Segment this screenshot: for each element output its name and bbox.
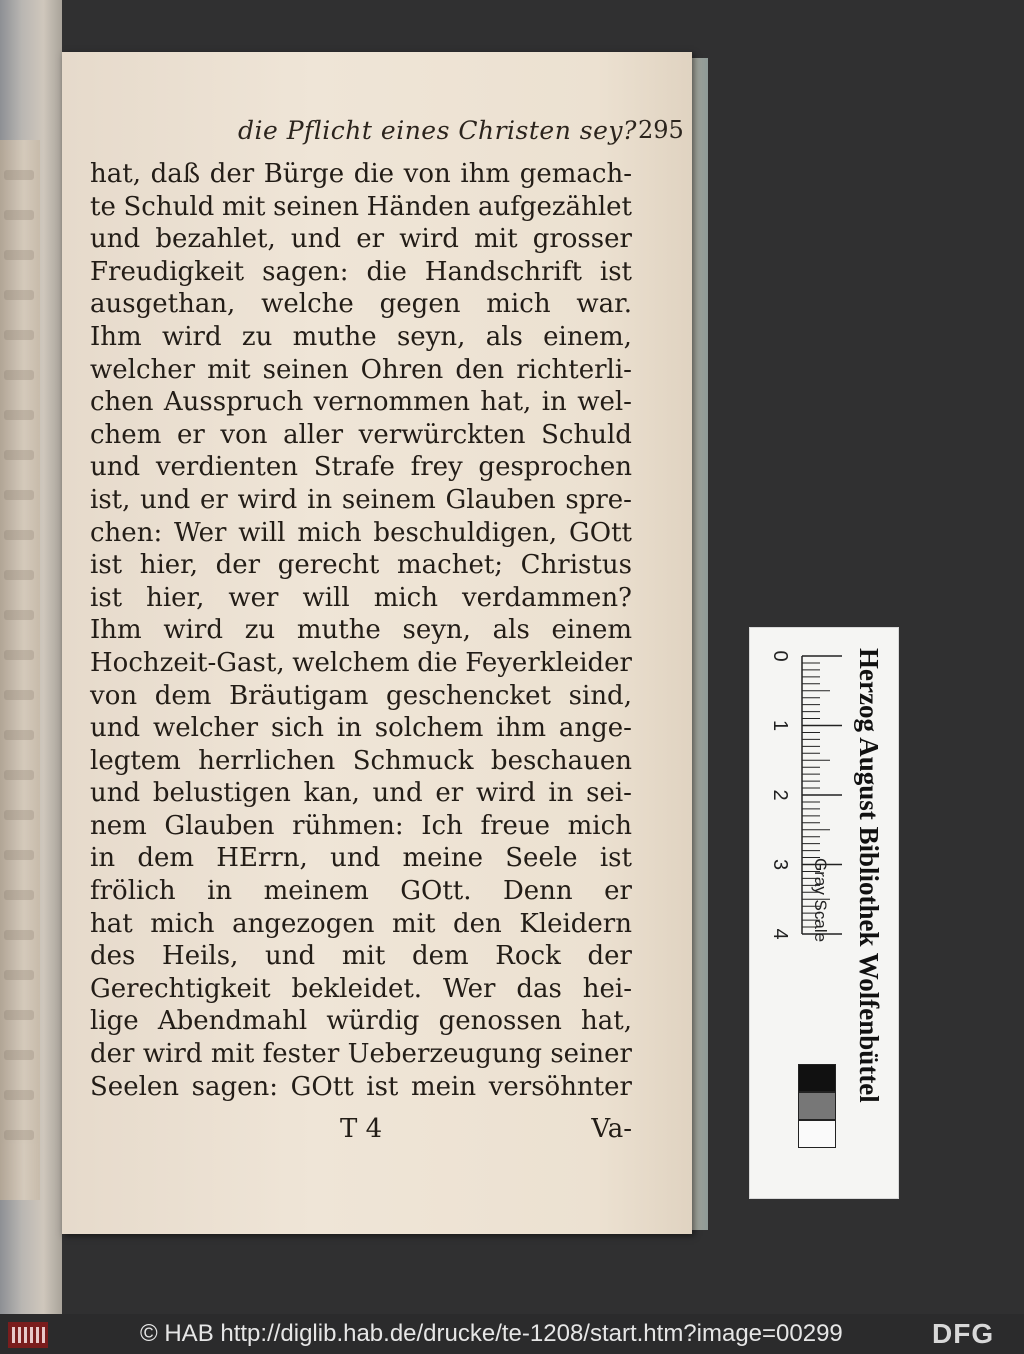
word: ihm bbox=[496, 713, 547, 744]
word: in bbox=[207, 876, 233, 907]
text-line bbox=[90, 484, 632, 517]
word: mit bbox=[207, 354, 251, 385]
word: sagen: bbox=[262, 256, 349, 287]
word: Schuld bbox=[541, 419, 632, 450]
text-line bbox=[90, 223, 632, 256]
word: muthe bbox=[296, 615, 381, 646]
text-line bbox=[90, 647, 632, 680]
text-line bbox=[90, 582, 632, 615]
word: das bbox=[516, 973, 562, 1004]
gray-patch-white bbox=[798, 1120, 836, 1148]
word: mit bbox=[210, 1039, 255, 1070]
signature-mark: T 4 bbox=[340, 1114, 383, 1144]
word: er bbox=[435, 778, 464, 809]
word: einem bbox=[551, 615, 632, 646]
word: Feyerkleider bbox=[465, 647, 632, 678]
word: Bräutigam bbox=[229, 680, 369, 711]
body-text bbox=[90, 158, 632, 1103]
word: will bbox=[238, 517, 286, 548]
gray-patch-gray bbox=[798, 1092, 836, 1120]
ruler-tick-label: 4 bbox=[769, 928, 791, 940]
word: Ich bbox=[421, 810, 463, 841]
word: war. bbox=[576, 289, 632, 320]
word: frey bbox=[410, 452, 463, 483]
color-scale-card bbox=[749, 627, 899, 1199]
word: Heils, bbox=[162, 941, 239, 972]
text-line bbox=[90, 321, 632, 354]
word: der bbox=[215, 550, 261, 581]
word: Abendmahl bbox=[157, 1006, 308, 1037]
word: Ihm bbox=[90, 615, 142, 646]
word: gegen bbox=[379, 289, 461, 320]
word: der bbox=[209, 159, 255, 189]
word: und bbox=[140, 484, 191, 515]
text-line bbox=[90, 191, 632, 224]
word: ist bbox=[599, 256, 632, 287]
text-line bbox=[90, 1005, 632, 1038]
word: den bbox=[455, 354, 505, 385]
word: chen bbox=[90, 387, 154, 418]
word: beschauen bbox=[490, 745, 632, 776]
book-page bbox=[62, 52, 692, 1234]
word: dem bbox=[154, 680, 212, 711]
word: sagen: bbox=[191, 1071, 279, 1102]
word: in bbox=[90, 843, 116, 874]
word: verwürckten bbox=[358, 419, 526, 450]
word: Schuld bbox=[123, 191, 215, 222]
text-line bbox=[90, 517, 632, 550]
copyright-url[interactable]: © HAB http://diglib.hab.de/drucke/te-1208/start.htm?image=00299 bbox=[140, 1320, 843, 1347]
word: ist bbox=[599, 843, 632, 874]
running-head-title: die Pflicht eines Christen sey? bbox=[238, 116, 637, 145]
word: mit bbox=[392, 908, 436, 939]
text-line bbox=[90, 549, 632, 582]
dfg-logo: DFG bbox=[932, 1318, 995, 1349]
word: vernommen bbox=[313, 387, 470, 418]
word: mich bbox=[297, 517, 362, 548]
word: beschuldigen, bbox=[373, 517, 558, 548]
gray-patch-black bbox=[798, 1064, 836, 1092]
word: seiner bbox=[550, 1039, 632, 1070]
word: Christus bbox=[520, 550, 632, 581]
word: mit bbox=[221, 191, 266, 222]
text-line bbox=[90, 354, 632, 387]
word: und bbox=[90, 778, 141, 809]
word: von bbox=[220, 419, 268, 450]
text-line bbox=[90, 875, 632, 908]
word: GOtt bbox=[290, 1071, 354, 1102]
word: Strafe bbox=[313, 452, 395, 483]
previous-page-edge bbox=[0, 140, 40, 1200]
text-line bbox=[90, 745, 632, 778]
word: und bbox=[265, 941, 316, 972]
word: frölich bbox=[90, 876, 176, 907]
word: von bbox=[403, 159, 451, 189]
text-line bbox=[90, 158, 632, 191]
word: versöhnter bbox=[488, 1071, 632, 1102]
word: Freudigkeit bbox=[90, 256, 245, 287]
word: legtem bbox=[90, 745, 181, 776]
word: er bbox=[200, 484, 228, 515]
text-line bbox=[90, 1038, 632, 1071]
word: Ihm bbox=[90, 321, 142, 352]
word: wer bbox=[228, 582, 279, 613]
word: Händen bbox=[366, 191, 471, 222]
word: fester bbox=[262, 1039, 340, 1070]
word: und bbox=[90, 452, 141, 483]
word: daß bbox=[150, 159, 201, 189]
word: hat bbox=[90, 908, 133, 939]
word: der bbox=[587, 941, 632, 972]
word: welche bbox=[261, 289, 354, 320]
word: welcher bbox=[90, 354, 196, 385]
word: den bbox=[453, 908, 502, 939]
gray-scale-label bbox=[810, 858, 834, 978]
word: hei- bbox=[582, 973, 632, 1004]
word: einem, bbox=[543, 321, 632, 352]
word: Handschrift bbox=[424, 256, 582, 287]
ruler-tick-label: 3 bbox=[769, 858, 791, 871]
word: gemach- bbox=[519, 159, 632, 189]
word: Ausspruch bbox=[163, 387, 304, 418]
word: in bbox=[548, 778, 574, 809]
word: hier, bbox=[146, 582, 205, 613]
word: seinen bbox=[262, 354, 349, 385]
text-line bbox=[90, 614, 632, 647]
word: wird bbox=[142, 1039, 203, 1070]
word: Denn bbox=[502, 876, 573, 907]
text-line bbox=[90, 451, 632, 484]
word: richterli- bbox=[516, 354, 632, 385]
text-line bbox=[90, 712, 632, 745]
word: Glauben bbox=[164, 810, 275, 841]
word: rühmen: bbox=[292, 810, 404, 841]
word: belustigen bbox=[152, 778, 291, 809]
word: gerecht bbox=[277, 550, 380, 581]
word: spre- bbox=[565, 484, 632, 515]
word: grosser bbox=[532, 224, 632, 255]
word: von bbox=[90, 680, 138, 711]
word: ist, bbox=[90, 484, 131, 515]
word: wird bbox=[399, 224, 459, 255]
text-line bbox=[90, 419, 632, 452]
text-line bbox=[90, 810, 632, 843]
word: aufgezählet bbox=[478, 191, 632, 222]
word: ist bbox=[366, 1071, 399, 1102]
institution-name: Herzog August Bibliothek Wolfenbüttel bbox=[854, 648, 884, 1103]
word: Ohren bbox=[360, 354, 444, 385]
word: wird bbox=[237, 484, 298, 515]
running-head bbox=[178, 116, 684, 152]
word: seinem bbox=[341, 484, 436, 515]
word: wird bbox=[475, 778, 536, 809]
word: er bbox=[604, 876, 632, 907]
word: genossen bbox=[438, 1006, 562, 1037]
word: aller bbox=[283, 419, 344, 450]
word: sich bbox=[270, 713, 324, 744]
word: meinem bbox=[263, 876, 369, 907]
word: ausgethan, bbox=[90, 289, 236, 320]
word: HErrn, bbox=[216, 843, 308, 874]
word: muthe bbox=[292, 321, 377, 352]
text-line bbox=[90, 288, 632, 321]
ruler-tick-label: 1 bbox=[769, 719, 791, 732]
word: GOtt bbox=[569, 517, 632, 548]
word: mich bbox=[150, 908, 215, 939]
word: hat, bbox=[480, 387, 532, 418]
word: in bbox=[336, 713, 362, 744]
word: bezahlet, bbox=[155, 224, 276, 255]
word: die bbox=[366, 256, 407, 287]
word: wird bbox=[161, 321, 222, 352]
word: er bbox=[356, 224, 385, 255]
word: mich bbox=[567, 810, 632, 841]
word: des bbox=[90, 941, 136, 972]
word: mich bbox=[486, 289, 551, 320]
text-line bbox=[90, 1071, 632, 1104]
word: Seele bbox=[505, 843, 578, 874]
word: Hochzeit-Gast, bbox=[90, 647, 285, 678]
word: Bürge bbox=[263, 159, 345, 189]
catchword: Va- bbox=[591, 1114, 632, 1144]
word: zu bbox=[241, 321, 273, 352]
text-line bbox=[90, 908, 632, 941]
word: Seelen bbox=[90, 1071, 180, 1102]
word: welchem bbox=[292, 647, 410, 678]
text-line bbox=[90, 386, 632, 419]
text-line bbox=[90, 973, 632, 1006]
word: meine bbox=[402, 843, 483, 874]
word: hier, bbox=[139, 550, 199, 581]
word: welcher bbox=[153, 713, 259, 744]
word: dem bbox=[137, 843, 195, 874]
word: dem bbox=[411, 941, 469, 972]
word: zu bbox=[244, 615, 276, 646]
word: GOtt. bbox=[400, 876, 472, 907]
word: Kleidern bbox=[519, 908, 632, 939]
word: und bbox=[372, 778, 423, 809]
word: Glauben bbox=[445, 484, 556, 515]
word: Wer bbox=[174, 517, 227, 548]
word: Gerechtigkeit bbox=[90, 973, 271, 1004]
word: und bbox=[330, 843, 381, 874]
text-line bbox=[90, 940, 632, 973]
word: als bbox=[492, 615, 530, 646]
gray-scale-text: Gray Scale bbox=[811, 858, 830, 943]
word: wird bbox=[163, 615, 224, 646]
word: seyn, bbox=[396, 321, 466, 352]
word: ist bbox=[90, 550, 123, 581]
word: und bbox=[90, 224, 141, 255]
word: sei- bbox=[586, 778, 632, 809]
text-line bbox=[90, 842, 632, 875]
word: kan, bbox=[303, 778, 360, 809]
word: mich bbox=[373, 582, 438, 613]
word: mit bbox=[341, 941, 386, 972]
signature-line bbox=[90, 1114, 632, 1154]
word: chem bbox=[90, 419, 162, 450]
page-number: 295 bbox=[638, 116, 684, 144]
word: Rock bbox=[495, 941, 561, 972]
word: die bbox=[417, 647, 458, 678]
word: will bbox=[302, 582, 350, 613]
word: hat, bbox=[90, 159, 141, 189]
word: er bbox=[176, 419, 205, 450]
text-line bbox=[90, 777, 632, 810]
word: der bbox=[90, 1039, 135, 1070]
word: mit bbox=[474, 224, 518, 255]
text-line bbox=[90, 680, 632, 713]
word: wel- bbox=[577, 387, 632, 418]
word: ihm bbox=[460, 159, 511, 189]
word: gesprochen bbox=[478, 452, 632, 483]
word: mein bbox=[410, 1071, 477, 1102]
word: seinen bbox=[273, 191, 359, 222]
word: verdienten bbox=[155, 452, 299, 483]
text-line bbox=[90, 256, 632, 289]
word: Wer bbox=[442, 973, 496, 1004]
word: geschencket bbox=[386, 680, 552, 711]
word: ist bbox=[90, 582, 123, 613]
word: sind, bbox=[568, 680, 632, 711]
word: verdammen? bbox=[461, 582, 632, 613]
institution-label bbox=[842, 648, 886, 1188]
word: chen: bbox=[90, 517, 163, 548]
word: in bbox=[307, 484, 333, 515]
word: und bbox=[290, 224, 342, 255]
word: freue bbox=[480, 810, 551, 841]
word: solchem bbox=[374, 713, 484, 744]
word: und bbox=[90, 713, 141, 744]
word: ange- bbox=[558, 713, 632, 744]
word: nem bbox=[90, 810, 147, 841]
word: in bbox=[541, 387, 567, 418]
ruler-tick-label: 2 bbox=[769, 789, 791, 801]
word: bekleidet. bbox=[291, 973, 423, 1004]
ruler-tick-label: 0 bbox=[769, 650, 791, 662]
word: Ueberzeugung bbox=[347, 1039, 542, 1070]
word: als bbox=[485, 321, 523, 352]
word: Schmuck bbox=[352, 745, 474, 776]
word: angezogen bbox=[232, 908, 375, 939]
viewer-footer bbox=[0, 1314, 1024, 1354]
word: hat, bbox=[581, 1006, 632, 1037]
word: seyn, bbox=[402, 615, 471, 646]
word: lige bbox=[90, 1006, 139, 1037]
hab-logo-icon bbox=[8, 1322, 48, 1348]
word: herrlichen bbox=[198, 745, 336, 776]
word: te bbox=[90, 191, 116, 222]
word: machet; bbox=[396, 550, 504, 581]
word: die bbox=[353, 159, 395, 189]
word: würdig bbox=[326, 1006, 420, 1037]
